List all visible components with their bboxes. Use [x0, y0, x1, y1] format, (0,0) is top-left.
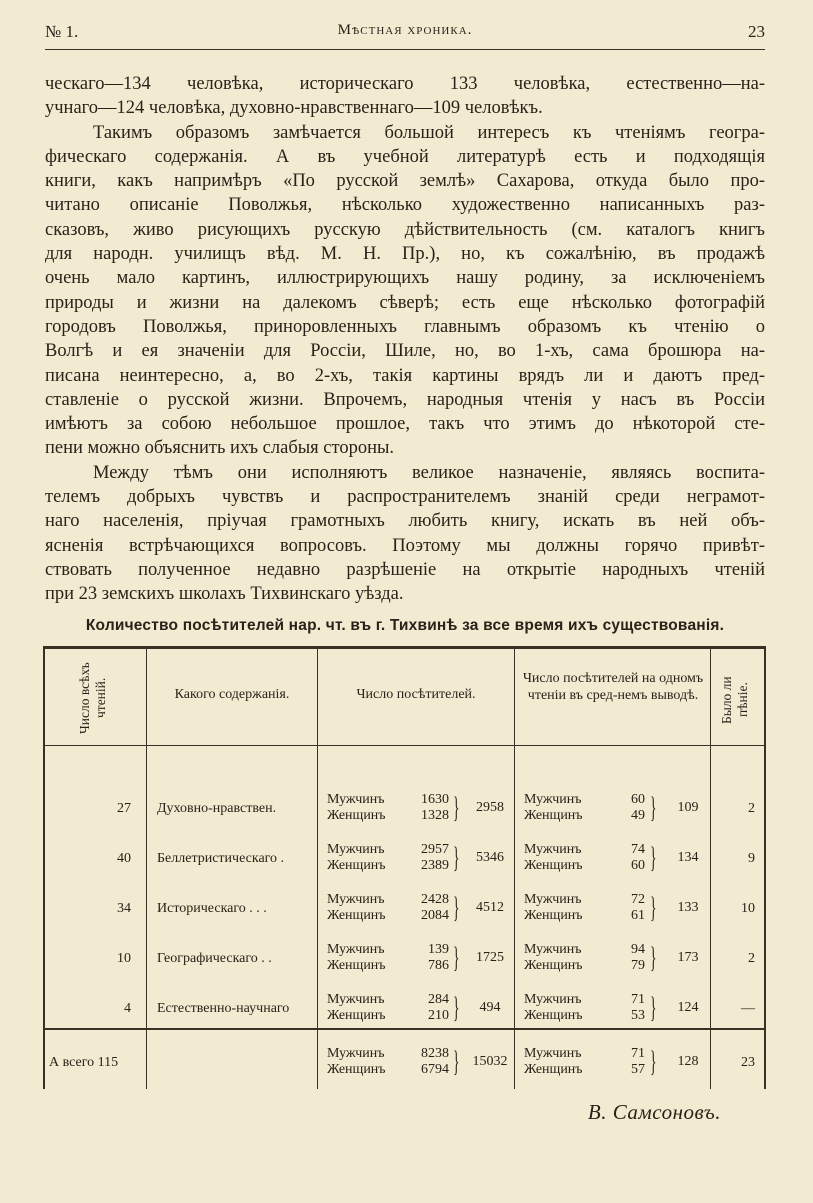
avg-women: 79 [631, 958, 645, 973]
men-label: Мужчинъ [327, 1046, 385, 1061]
row-count: 4 [124, 1001, 131, 1016]
avg-women: 49 [631, 808, 645, 823]
col-rule-2 [317, 646, 318, 1089]
singing-count: 23 [741, 1055, 755, 1070]
avg-total: 109 [677, 800, 699, 815]
men-count: 139 [428, 942, 449, 957]
women-label: Женщинъ [327, 808, 386, 823]
visitors-total: 5346 [476, 850, 504, 865]
text-line: городовъ Поволжья, приноровленныхъ главнымъ образомъ къ чтенію о [45, 316, 765, 337]
brace-icon: } [453, 941, 460, 974]
women-count: 1328 [421, 808, 449, 823]
header-visitors: Число посѣтителей. [356, 687, 476, 702]
text-line: сказовъ, живо рисующихъ русскую дѣйствительность (см. каталогъ книгъ [45, 219, 765, 240]
men-label: Мужчинъ [524, 942, 582, 957]
women-count: 786 [428, 958, 449, 973]
table-left-rule [43, 646, 45, 1089]
women-label: Женщинъ [327, 1008, 386, 1023]
text-line: пени можно объяснить ихъ слабыя стороны. [45, 438, 395, 459]
men-count: 2957 [421, 842, 449, 857]
brace-icon: } [650, 941, 657, 974]
row-content: Историческаго . . . [157, 901, 267, 916]
avg-men: 94 [631, 942, 645, 957]
visitors-total: 494 [479, 1000, 501, 1015]
text-line: имѣютъ за собою небольшое прошлое, такъ что этимъ до нѣкоторой сте- [45, 414, 765, 435]
avg-women: 53 [631, 1008, 645, 1023]
men-label: Мужчинъ [327, 992, 385, 1007]
header-rule [45, 49, 765, 50]
brace-icon: } [650, 791, 657, 824]
avg-total: 133 [677, 900, 699, 915]
signature: В. Самсоновъ. [587, 1100, 721, 1124]
men-count: 8238 [421, 1046, 449, 1061]
brace-icon: } [650, 891, 657, 924]
col-rule-1 [146, 646, 147, 1089]
col-rule-3 [514, 646, 515, 1089]
statistics-table [43, 646, 766, 1091]
women-count: 6794 [421, 1062, 449, 1077]
header-bottom-rule [43, 745, 766, 746]
women-label: Женщинъ [327, 908, 386, 923]
text-line: читано описаніе Поволжья, нѣсколько художественно написанныхъ раз- [45, 195, 765, 216]
men-label: Мужчинъ [327, 892, 385, 907]
avg-total: 173 [677, 950, 699, 965]
text-line: фическаго содержанія. А въ учебной литературѣ есть и подходящія [45, 146, 765, 167]
men-label: Мужчинъ [327, 842, 385, 857]
visitors-total: 1725 [476, 950, 504, 965]
women-count: 2389 [421, 858, 449, 873]
text-line: ясненія встрѣчающихся вопросовъ. Поэтому мы должны горячо привѣт- [45, 535, 765, 556]
text-line: ставленіе о русской жизни. Впрочемъ, народныя чтенія у насъ въ Россіи [45, 389, 765, 410]
row-count: 10 [117, 951, 131, 966]
table-right-rule [764, 646, 766, 1089]
header-content: Какого содержанія. [174, 687, 290, 702]
avg-men: 71 [631, 992, 645, 1007]
text-line: очень мало картинъ, иллюстрирующихъ нашу родину, за исключеніемъ [45, 268, 765, 289]
women-label: Женщинъ [524, 1062, 583, 1077]
avg-men: 72 [631, 892, 645, 907]
brace-icon: } [650, 991, 657, 1024]
row-content: Беллетристическаго . [157, 851, 285, 866]
text-line: Между тѣмъ они исполняютъ великое назначеніе, являясь воспита- [93, 462, 765, 483]
text-line: наго населенія, пріучая грамотныхъ любить книгу, искать въ ней объ- [45, 511, 765, 532]
singing-count: 2 [748, 801, 755, 816]
text-line: книги, какъ напримѣръ «По русской землѣ» Сахарова, откуда было про- [45, 171, 765, 192]
men-label: Мужчинъ [524, 792, 582, 807]
men-label: Мужчинъ [524, 992, 582, 1007]
avg-men: 71 [631, 1046, 645, 1061]
text-line: Волгѣ и ея значеніи для Россіи, Шиле, но, во 1-хъ, сама брошюра на- [45, 341, 765, 362]
women-label: Женщинъ [524, 808, 583, 823]
row-content: Духовно-нравствен. [157, 801, 277, 816]
singing-count: 9 [748, 851, 755, 866]
brace-icon: } [650, 841, 657, 874]
avg-women: 60 [631, 858, 645, 873]
table-top-rule [43, 646, 766, 649]
text-line: ческаго—134 человѣка, историческаго 133 человѣка, естественно—на- [45, 74, 765, 94]
men-label: Мужчинъ [524, 892, 582, 907]
row-content: Географическаго . . [157, 951, 272, 966]
women-label: Женщинъ [524, 908, 583, 923]
text-line: природы и жизни на далекомъ сѣверѣ; есть еще нѣсколько фотографій [45, 292, 765, 313]
text-line: для народн. училищъ вѣд. М. Н. Пр.), но, къ сожалѣнію, въ продажѣ [45, 244, 765, 265]
brace-icon: } [453, 991, 460, 1024]
page-number: 23 [748, 22, 765, 41]
brace-icon: } [453, 891, 460, 924]
section-title: Мѣстная хроника. [337, 22, 473, 38]
singing-count: 10 [741, 901, 755, 916]
body-text [45, 72, 765, 607]
avg-women: 57 [631, 1062, 645, 1077]
women-label: Женщинъ [327, 858, 386, 873]
men-label: Мужчинъ [524, 842, 582, 857]
total-label: А всего 115 [49, 1055, 119, 1070]
col-rule-4 [710, 646, 711, 1089]
singing-count: 2 [748, 951, 755, 966]
women-label: Женщинъ [524, 1008, 583, 1023]
visitors-total: 15032 [472, 1054, 508, 1069]
header-singing: Было ли пѣніе. [719, 676, 750, 724]
text-line: писана неинтересно, а, во 2-хъ, такія картины врядъ ли и даютъ пред- [45, 365, 765, 386]
women-count: 210 [428, 1008, 449, 1023]
visitors-total: 2958 [476, 800, 504, 815]
men-label: Мужчинъ [524, 1046, 582, 1061]
avg-women: 61 [631, 908, 645, 923]
women-label: Женщинъ [524, 858, 583, 873]
avg-total: 128 [677, 1054, 699, 1069]
men-count: 1630 [421, 792, 449, 807]
women-count: 2084 [421, 908, 449, 923]
men-label: Мужчинъ [327, 942, 385, 957]
women-label: Женщинъ [327, 1062, 386, 1077]
men-count: 284 [428, 992, 449, 1007]
row-count: 34 [117, 901, 131, 916]
row-content: Естественно-научнаго [157, 1001, 290, 1016]
table-caption: Количество посѣтителей нар. чт. въ г. Тихвинѣ за все время ихъ существованія. [85, 617, 725, 634]
brace-icon: } [453, 841, 460, 874]
avg-total: 134 [677, 850, 699, 865]
singing-count: — [741, 1001, 755, 1016]
row-count: 40 [117, 851, 131, 866]
brace-icon: } [453, 791, 460, 824]
text-line: учнаго—124 человѣка, духовно-нравственнаго—109 человѣкъ. [45, 98, 543, 119]
header-count: Число всѣхъ чтеній. [77, 662, 108, 734]
avg-men: 74 [631, 842, 645, 857]
brace-icon: } [650, 1045, 657, 1078]
running-header [45, 20, 765, 46]
avg-men: 60 [631, 792, 645, 807]
text-line: Такимъ образомъ замѣчается большой интересъ къ чтеніямъ геогра- [93, 122, 765, 143]
women-label: Женщинъ [524, 958, 583, 973]
text-line: ствовать полученное недавно разрѣшеніе на открытіе народныхъ чтеній [45, 559, 765, 580]
row-count: 27 [117, 801, 131, 816]
men-label: Мужчинъ [327, 792, 385, 807]
issue-number: № 1. [45, 22, 79, 41]
women-label: Женщинъ [327, 958, 386, 973]
avg-total: 124 [677, 1000, 699, 1015]
brace-icon: } [453, 1045, 460, 1078]
men-count: 2428 [421, 892, 449, 907]
text-line: телемъ добрыхъ чувствъ и распространителемъ знаній среди неграмот- [45, 487, 765, 508]
header-average: Число посѣтителей на одномъ чтеніи въ сред-немъ выводѣ. [522, 671, 704, 703]
total-top-rule [43, 1028, 766, 1030]
visitors-total: 4512 [476, 900, 504, 915]
text-line: при 23 земскихъ школахъ Тихвинскаго уѣзда. [45, 584, 404, 605]
